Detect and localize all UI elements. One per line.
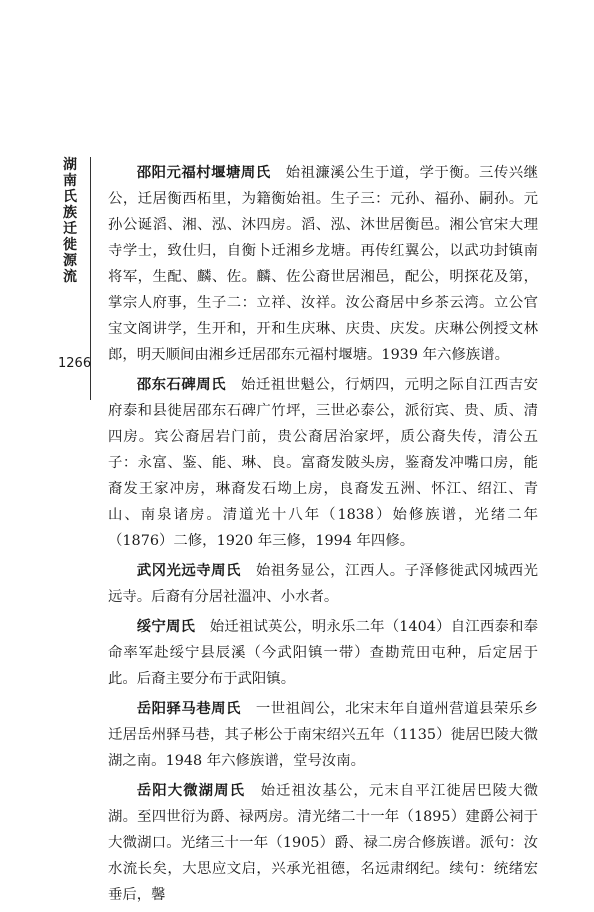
entry-body: 始迁祖世魁公，行炳四，元明之际自江西吉安府泰和县徙居邵东石碑广竹坪，三世必泰公，派衍宾、贵、质、清四房。宾公裔居岩门前，贵公裔居治家坪，质公裔失传，清公五子：永富、鉴、能、琳、良。富裔发陂头房，鉴裔发冲嘴口房，能裔发王家冲房，琳裔发石坳上房，良裔发五洲、怀江、绍江、青山、南泉诸房。清道光十八年（1838）始修族谱，光绪二年（1876）二修，1920 年三修，1994 年四修。 (108, 377, 538, 549)
entry-body: 始迁祖试英公，明永乐二年（1404）自江西泰和奉命率军赴绥宁县辰溪（今武阳镇一带）查勘荒田屯种，后定居于此。后裔主要分布于武阳镇。 (108, 619, 538, 687)
entry-heading: 绥宁周氏 (136, 619, 196, 635)
entry-paragraph (108, 160, 538, 368)
entry-paragraph (108, 558, 538, 610)
entry-heading: 邵阳元福村堰塘周氏 (136, 165, 271, 181)
book-title: 湖南氏族迁徙源流 (63, 157, 77, 285)
entry-body: 一世祖闾公，北宋末年自道州营道县荣乐乡迁居岳州驿马巷，其子彬公于南宋绍兴五年（1135）徙居巴陵大微湖之南。1948 年六修族谱，堂号汝南。 (108, 701, 538, 769)
entry-body: 始迁祖汝基公，元末自平江徙居巴陵大微湖。至四世衍为爵、禄两房。清光绪二十一年（1895）建爵公祠于大微湖口。光绪三十一年（1905）爵、禄二房合修族谱。派句：汝水流长矣，大思应文启，兴承光祖德，名远肃纲纪。续句：统绪宏垂后，馨 (108, 783, 538, 903)
entry-heading: 岳阳大微湖周氏 (136, 783, 246, 799)
entry-paragraph (108, 372, 538, 554)
entry-paragraph (108, 614, 538, 692)
entry-body: 始祖濂溪公生于道，学于衡。三传兴继公，迁居衡西柘里，为籍衡始祖。生子三：元孙、福孙、嗣孙。元孙公诞滔、湘、泓、沐四房。滔、泓、沐世居衡邑。湘公官宋大理寺学士，致仕归，自衡卜迁湘乡龙塘。再传红翼公，以武功封镇南将军，生配、麟、佐。麟、佐公裔世居湘邑，配公，明探花及第，掌宗人府事，生子二：立祥、汝祥。汝公裔居中乡茶云湾。立公官宝文阁讲学，生开和，开和生庆琳、庆贵、庆发。庆琳公例授文林郎，明天顺间由湘乡迁居邵东元福村堰塘。1939 年六修族谱。 (108, 165, 538, 363)
main-text (108, 160, 538, 912)
entry-heading: 岳阳驿马巷周氏 (136, 701, 241, 717)
entry-paragraph (108, 696, 538, 774)
page-number: 1266 (58, 356, 92, 371)
entry-heading: 邵东石碑周氏 (136, 377, 227, 393)
entry-heading: 武冈光远寺周氏 (136, 563, 241, 579)
entry-paragraph (108, 778, 538, 908)
entry-body: 始祖务显公，江西人。子泽修徙武冈城西光远寺。后裔有分居社溫冲、小水者。 (108, 563, 538, 605)
